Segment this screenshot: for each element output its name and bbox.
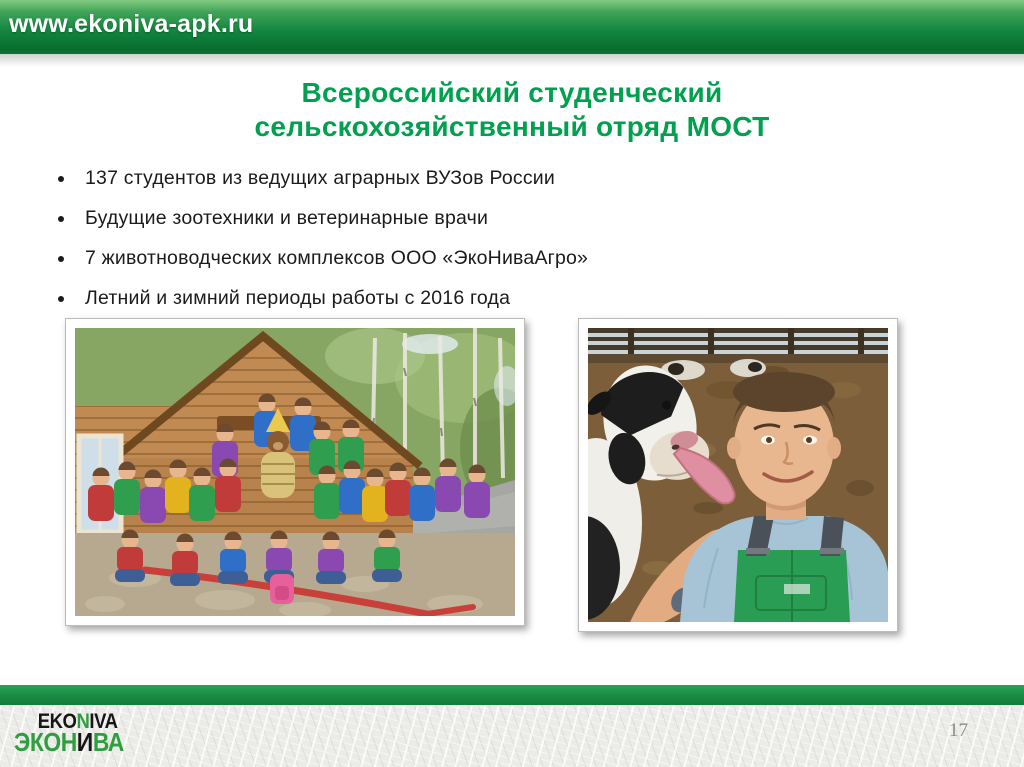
bullet-item: Будущие зоотехники и ветеринарные врачи: [57, 206, 717, 231]
slide-title: [0, 76, 1024, 144]
pink-backpack: [270, 574, 294, 604]
selfie-with-cow-illustration: [588, 328, 888, 622]
student-selfie-with-cow-photo: [578, 318, 898, 632]
ekoniva-logo-latin: EKONIVA: [37, 710, 118, 733]
topbar: [0, 0, 1024, 54]
bullet-item: Летний и зимний периоды работы с 2016 года: [57, 286, 717, 311]
bullet-list: [57, 166, 717, 326]
students-group-photo: [65, 318, 525, 626]
ekoniva-logo-cyrillic: ЭКОНИВА: [14, 727, 124, 757]
footer: [0, 705, 1024, 767]
page-number: 17: [949, 720, 968, 741]
bullet-item: 7 животноводческих комплексов ООО «ЭкоНиваАгро»: [57, 246, 717, 271]
site-url-text: www.ekoniva-apk.ru: [9, 10, 254, 38]
bullet-item: 137 студентов из ведущих аграрных ВУЗов России: [57, 166, 717, 191]
students-group-photo-illustration: [75, 328, 515, 616]
ekoniva-logo: [14, 710, 124, 757]
slide-title-line1: Всероссийский студенческий: [301, 77, 723, 108]
topbar-shadow: [0, 54, 1024, 67]
slide-title-line2: сельскохозяйственный отряд МОСТ: [254, 111, 770, 142]
footer-green-band: [0, 685, 1024, 705]
